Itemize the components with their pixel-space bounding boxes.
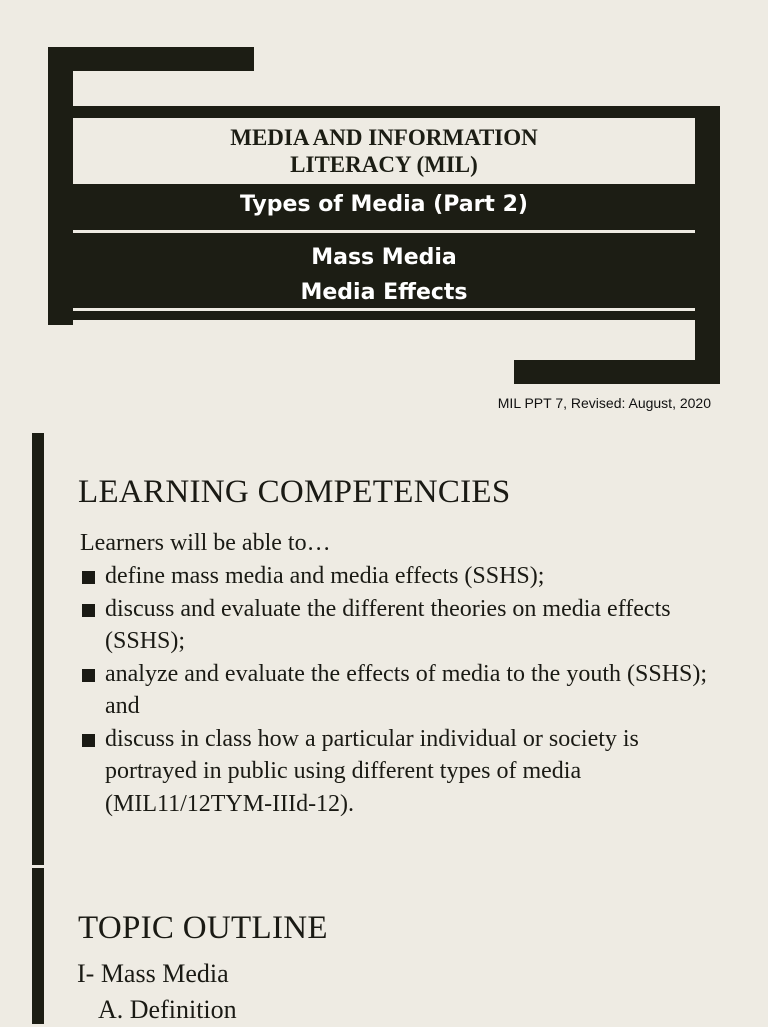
list-item: analyze and evaluate the effects of media to the youth (SSHS); and <box>80 658 730 723</box>
list-item: define mass media and media effects (SSHS); <box>80 560 730 593</box>
slide-accent-bar <box>32 433 44 865</box>
topic-mass-media: Mass Media <box>311 245 457 270</box>
square-bullet-icon <box>82 734 95 747</box>
slide-subtitle: Types of Media (Part 2) <box>240 192 528 217</box>
outline-item-definition: A. Definition <box>98 995 237 1024</box>
frame-bottom-bar <box>514 360 720 384</box>
title-box <box>73 118 695 184</box>
square-bullet-icon <box>82 571 95 584</box>
outline-item-mass-media: I- Mass Media <box>77 959 229 988</box>
outline-heading: TOPIC OUTLINE <box>78 910 328 946</box>
list-item: discuss in class how a particular individual or society is portrayed in public using different types of media (MIL11/12TYM-IIId-12). <box>80 723 730 821</box>
slide-accent-bar <box>32 868 44 1024</box>
slide-title-line-2: LITERACY (MIL) <box>290 152 478 177</box>
divider-line <box>73 308 695 311</box>
slide-title-line-1: MEDIA AND INFORMATION <box>230 125 538 150</box>
competencies-intro: Learners will be able to… <box>80 530 331 556</box>
square-bullet-icon <box>82 604 95 617</box>
square-bullet-icon <box>82 669 95 682</box>
list-item: discuss and evaluate the different theories on media effects (SSHS); <box>80 593 730 658</box>
frame-top-bar <box>48 47 254 71</box>
competencies-list <box>80 560 730 820</box>
topic-media-effects: Media Effects <box>300 280 468 305</box>
revision-note: MIL PPT 7, Revised: August, 2020 <box>497 395 711 411</box>
divider-line <box>73 230 695 233</box>
competencies-heading: LEARNING COMPETENCIES <box>78 474 511 510</box>
